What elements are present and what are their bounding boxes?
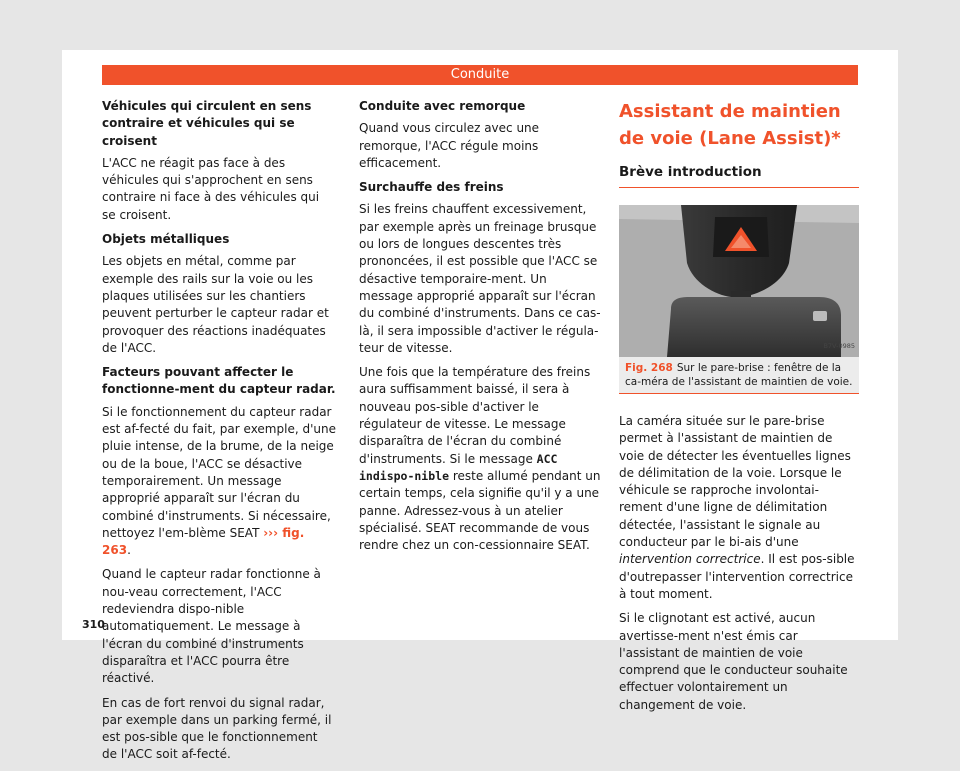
section-subtitle: Brève introduction <box>619 162 859 188</box>
figure-code: B7V-0985 <box>823 341 855 350</box>
column-left <box>102 98 336 771</box>
paragraph-lane-assist-camera <box>619 413 859 603</box>
brake-cooldown-text-b: reste allumé pendant un certain temps, cela signifie qu'il y a une panne. Adressez-vous à un atelier spécialisé. SEAT recommande de vous rendre chez un con-cessionnaire SEAT. <box>359 468 601 553</box>
paragraph-brake-overheat: Si les freins chauffent excessivement, par exemple après un freinage brusque ou lors de longues descentes très prononcées, il est possible que l'ACC se désactive temporaire-ment. Un message approprié apparaît sur l'écran du combiné d'instruments. Dans ce cas-là, il sera impossible d'activer le régula-teur de vitesse. <box>359 202 601 355</box>
section-header: Conduite <box>102 65 858 85</box>
paragraph-trailer: Quand vous circulez avec une remorque, l'ACC régule moins efficacement. <box>359 121 540 170</box>
windshield-camera-figure <box>619 205 859 357</box>
radar-factors-text: Si le fonctionnement du capteur radar est af-fecté du fait, par exemple, d'une pluie intense, de la brume, de la neige ou de la boue, l'ACC se désactive temporairement. Un message approprié apparaît sur l'écran du combiné d'instruments. Si nécessaire, nettoyez l'em-blème SEAT <box>102 404 336 540</box>
section-title: Assistant de maintien de voie (Lane Assist)* <box>619 101 841 149</box>
page-number: 310 <box>82 618 105 631</box>
mirror-sensor <box>813 311 827 321</box>
heading-trailer: Conduite avec remorque <box>359 99 526 113</box>
paragraph-metal-objects: Les objets en métal, comme par exemple des rails sur la voie ou les plaques utilisées sur les chantiers peuvent perturber le capteur radar et provoquer des réactions inadéquates de l'ACC. <box>102 254 329 355</box>
heading-metal-objects: Objets métalliques <box>102 232 230 247</box>
heading-brake-overheat: Surchauffe des freins <box>359 180 504 195</box>
heading-oncoming-vehicles: Véhicules qui circulent en sens contraire et véhicules qui se croisent <box>102 99 312 148</box>
lane-assist-text-b: . Il est pos-sible d'outrepasser l'intervention correctrice à tout moment. <box>619 552 855 601</box>
paragraph-radar-reflection: En cas de fort renvoi du signal radar, par exemple dans un parking fermé, il est pos-sible que le fonctionnement de l'ACC soit af-fecté. <box>102 695 332 762</box>
figure-reference-link[interactable]: ››› fig. 263 <box>102 525 305 558</box>
windshield-camera-illustration <box>619 205 859 357</box>
paragraph-brake-cooldown <box>359 364 601 554</box>
column-middle <box>359 98 601 561</box>
lane-assist-text-a: La caméra située sur le pare-brise permet à l'assistant de maintien de voie de détecter les éventuelles lignes de délimitation de la voie. Lorsque le véhicule se rapproche involontai-rement d'une ligne de délimitation détectée, l'assistant le signale au conducteur par le bi-ais d'une <box>619 414 851 550</box>
rearview-mirror <box>667 297 841 357</box>
manual-page <box>62 50 898 762</box>
paragraph-oncoming-vehicles: L'ACC ne réagit pas face à des véhicules qui s'approchent en sens contraire ni face à des véhicules qui se croisent. <box>102 155 320 222</box>
lane-assist-body <box>619 413 859 714</box>
column-right <box>619 98 859 721</box>
brake-cooldown-text-a: Une fois que la température des freins aura suffisamment baissé, il sera à nouveau pos-sible d'activer le régulateur de vitesse. Le message disparaîtra de l'écran du combiné d'instruments. Si le message <box>359 365 591 466</box>
radar-factors-end: . <box>127 543 131 558</box>
figure-caption-text: Sur le pare-brise : fenêtre de la ca-méra de l'assistant de maintien de voie. <box>625 362 853 388</box>
figure-caption <box>619 357 859 394</box>
lane-assist-emphasis: intervention correctrice <box>619 552 761 567</box>
paragraph-lane-assist-indicator: Si le clignotant est activé, aucun avertisse-ment n'est émis car l'assistant de maintien de voie comprend que le conducteur souhaite effectuer volontairement un changement de voie. <box>619 611 848 712</box>
paragraph-radar-factors <box>102 404 336 560</box>
heading-radar-factors: Facteurs pouvant affecter le fonctionne-ment du capteur radar. <box>102 365 336 397</box>
figure-number: Fig. 268 <box>625 362 673 374</box>
message-code: ACC indispo-nible <box>359 451 558 483</box>
paragraph-radar-restored: Quand le capteur radar fonctionne à nou-veau correctement, l'ACC redeviendra dispo-nible automatiquement. Le message à l'écran du combiné d'instruments disparaîtra et l'ACC pourra être réactivé. <box>102 567 321 686</box>
